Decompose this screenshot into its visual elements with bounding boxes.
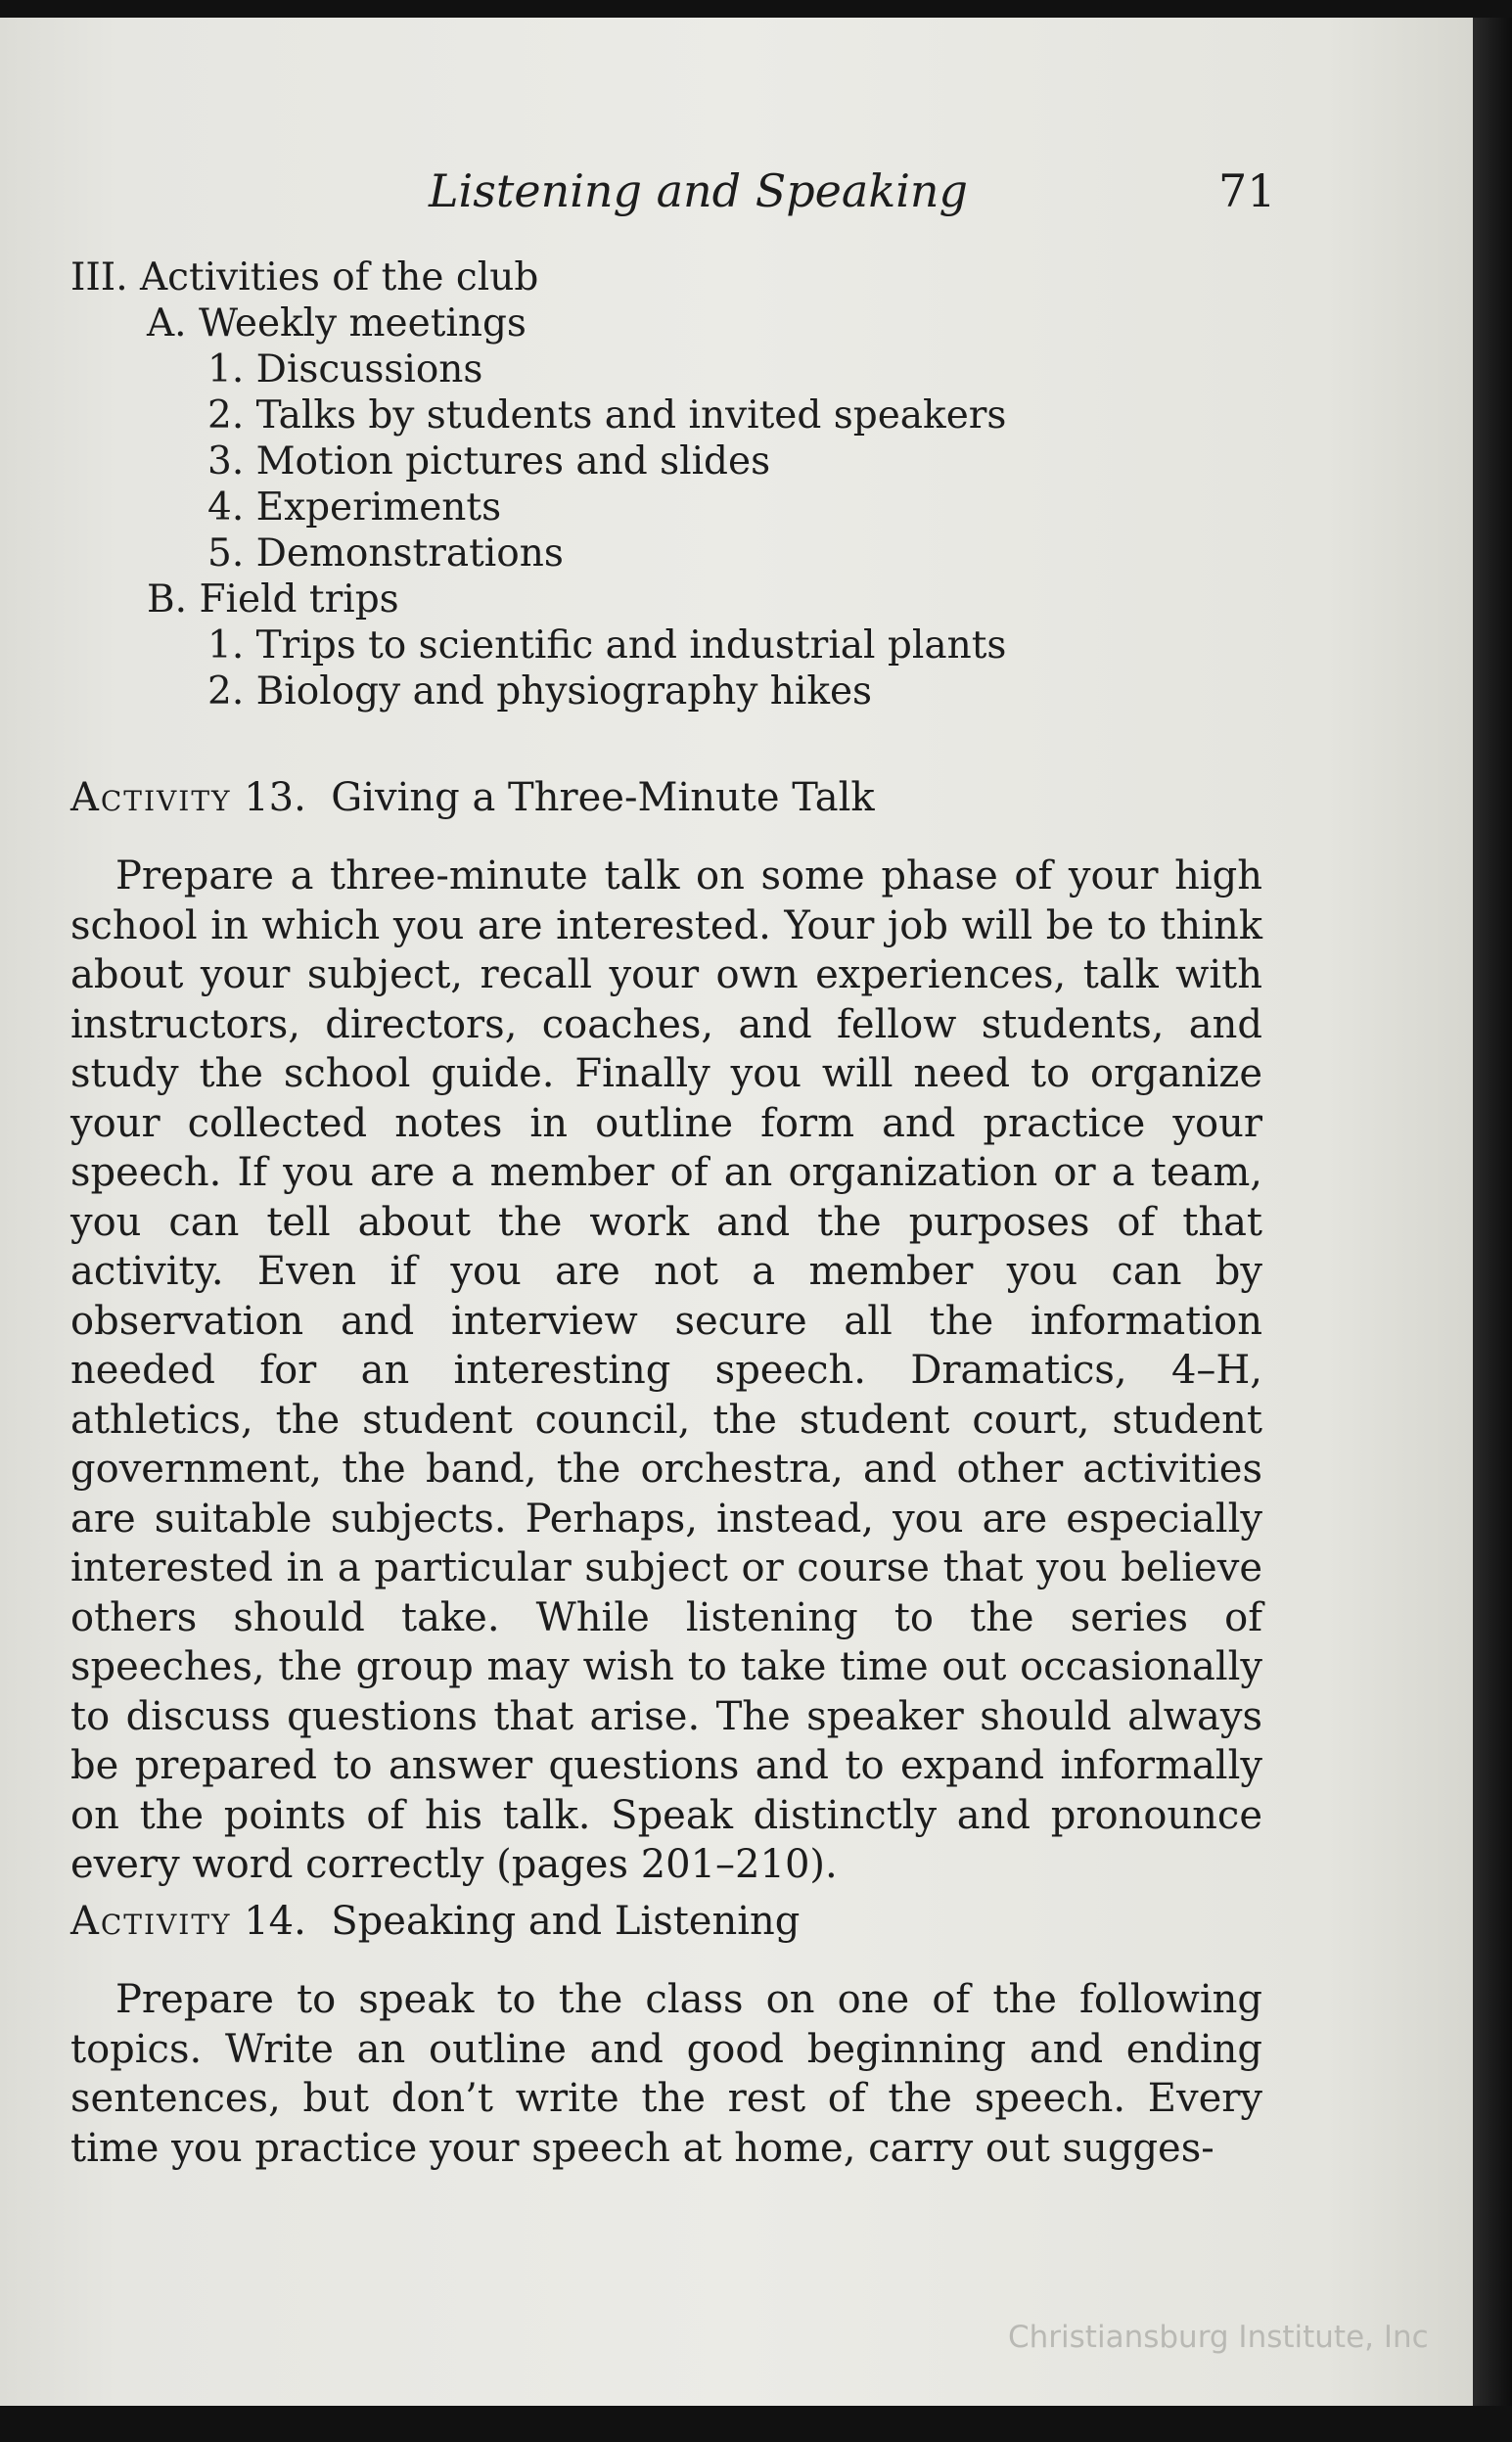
outline-item: 5. Demonstrations [207,531,564,576]
outline-item: 3. Motion pictures and slides [207,439,771,484]
outline-item: 1. Discussions [207,347,483,392]
activity-title: 13. Giving a Three-Minute Talk [244,775,875,820]
running-header-title: Listening and Speaking [429,164,968,217]
activity-14-body: Prepare to speak to the class on one of the following topics. Write an outline and good beginning and ending sentences, but don’t write the rest of the speech. Every time you practice your speech at home, carry out sugges- [70,1977,1262,2171]
page-number: 71 [1218,164,1276,217]
activity-13-heading [70,775,875,820]
activity-title: 14. Speaking and Listening [244,1899,801,1944]
outline-item: 2. Biology and physiography hikes [207,669,873,714]
activity-13-body: Prepare a three-minute talk on some phase of your high school in which you are interested. Your job will be to think about your subject, recall your own experiences, talk with instructors, directors, coaches, and fellow students, and study the school guide. Finally you will need to organize your collected notes in outline form and practice your speech. If you are a member of an organization or a team, you can tell about the work and the purposes of that activity. Even if you are not a member you can by observation and interview secure all the information needed for an interesting speech. Dramatics, 4–H, athletics, the student council, the student court, student government, the band, the orchestra, and other activities are suitable subjects. Perhaps, instead, you are especially interested in a particular subject or course that you believe others should take. While listening to the series of speeches, the group may wish to take time out occasionally to discuss questions that arise. The speaker should always be prepared to answer questions and to expand informally on the points of his talk. Speak distinctly and pronounce every word correctly (pages 201–210). [70,853,1262,1887]
book-page [0,18,1473,2406]
watermark: Christiansburg Institute, Inc [1008,2320,1429,2355]
book-spine-shadow [1473,18,1512,2406]
activity-label: Activity [70,1899,232,1944]
activity-label: Activity [70,775,232,820]
activity-14-heading [70,1899,800,1944]
outline-item: III. Activities of the club [70,255,539,299]
outline-item: A. Weekly meetings [147,301,527,346]
outline-item: B. Field trips [147,577,399,622]
outline-item: 1. Trips to scientific and industrial plants [207,623,1007,668]
outline-item: 4. Experiments [207,485,502,530]
outline-item: 2. Talks by students and invited speakers [207,393,1007,438]
